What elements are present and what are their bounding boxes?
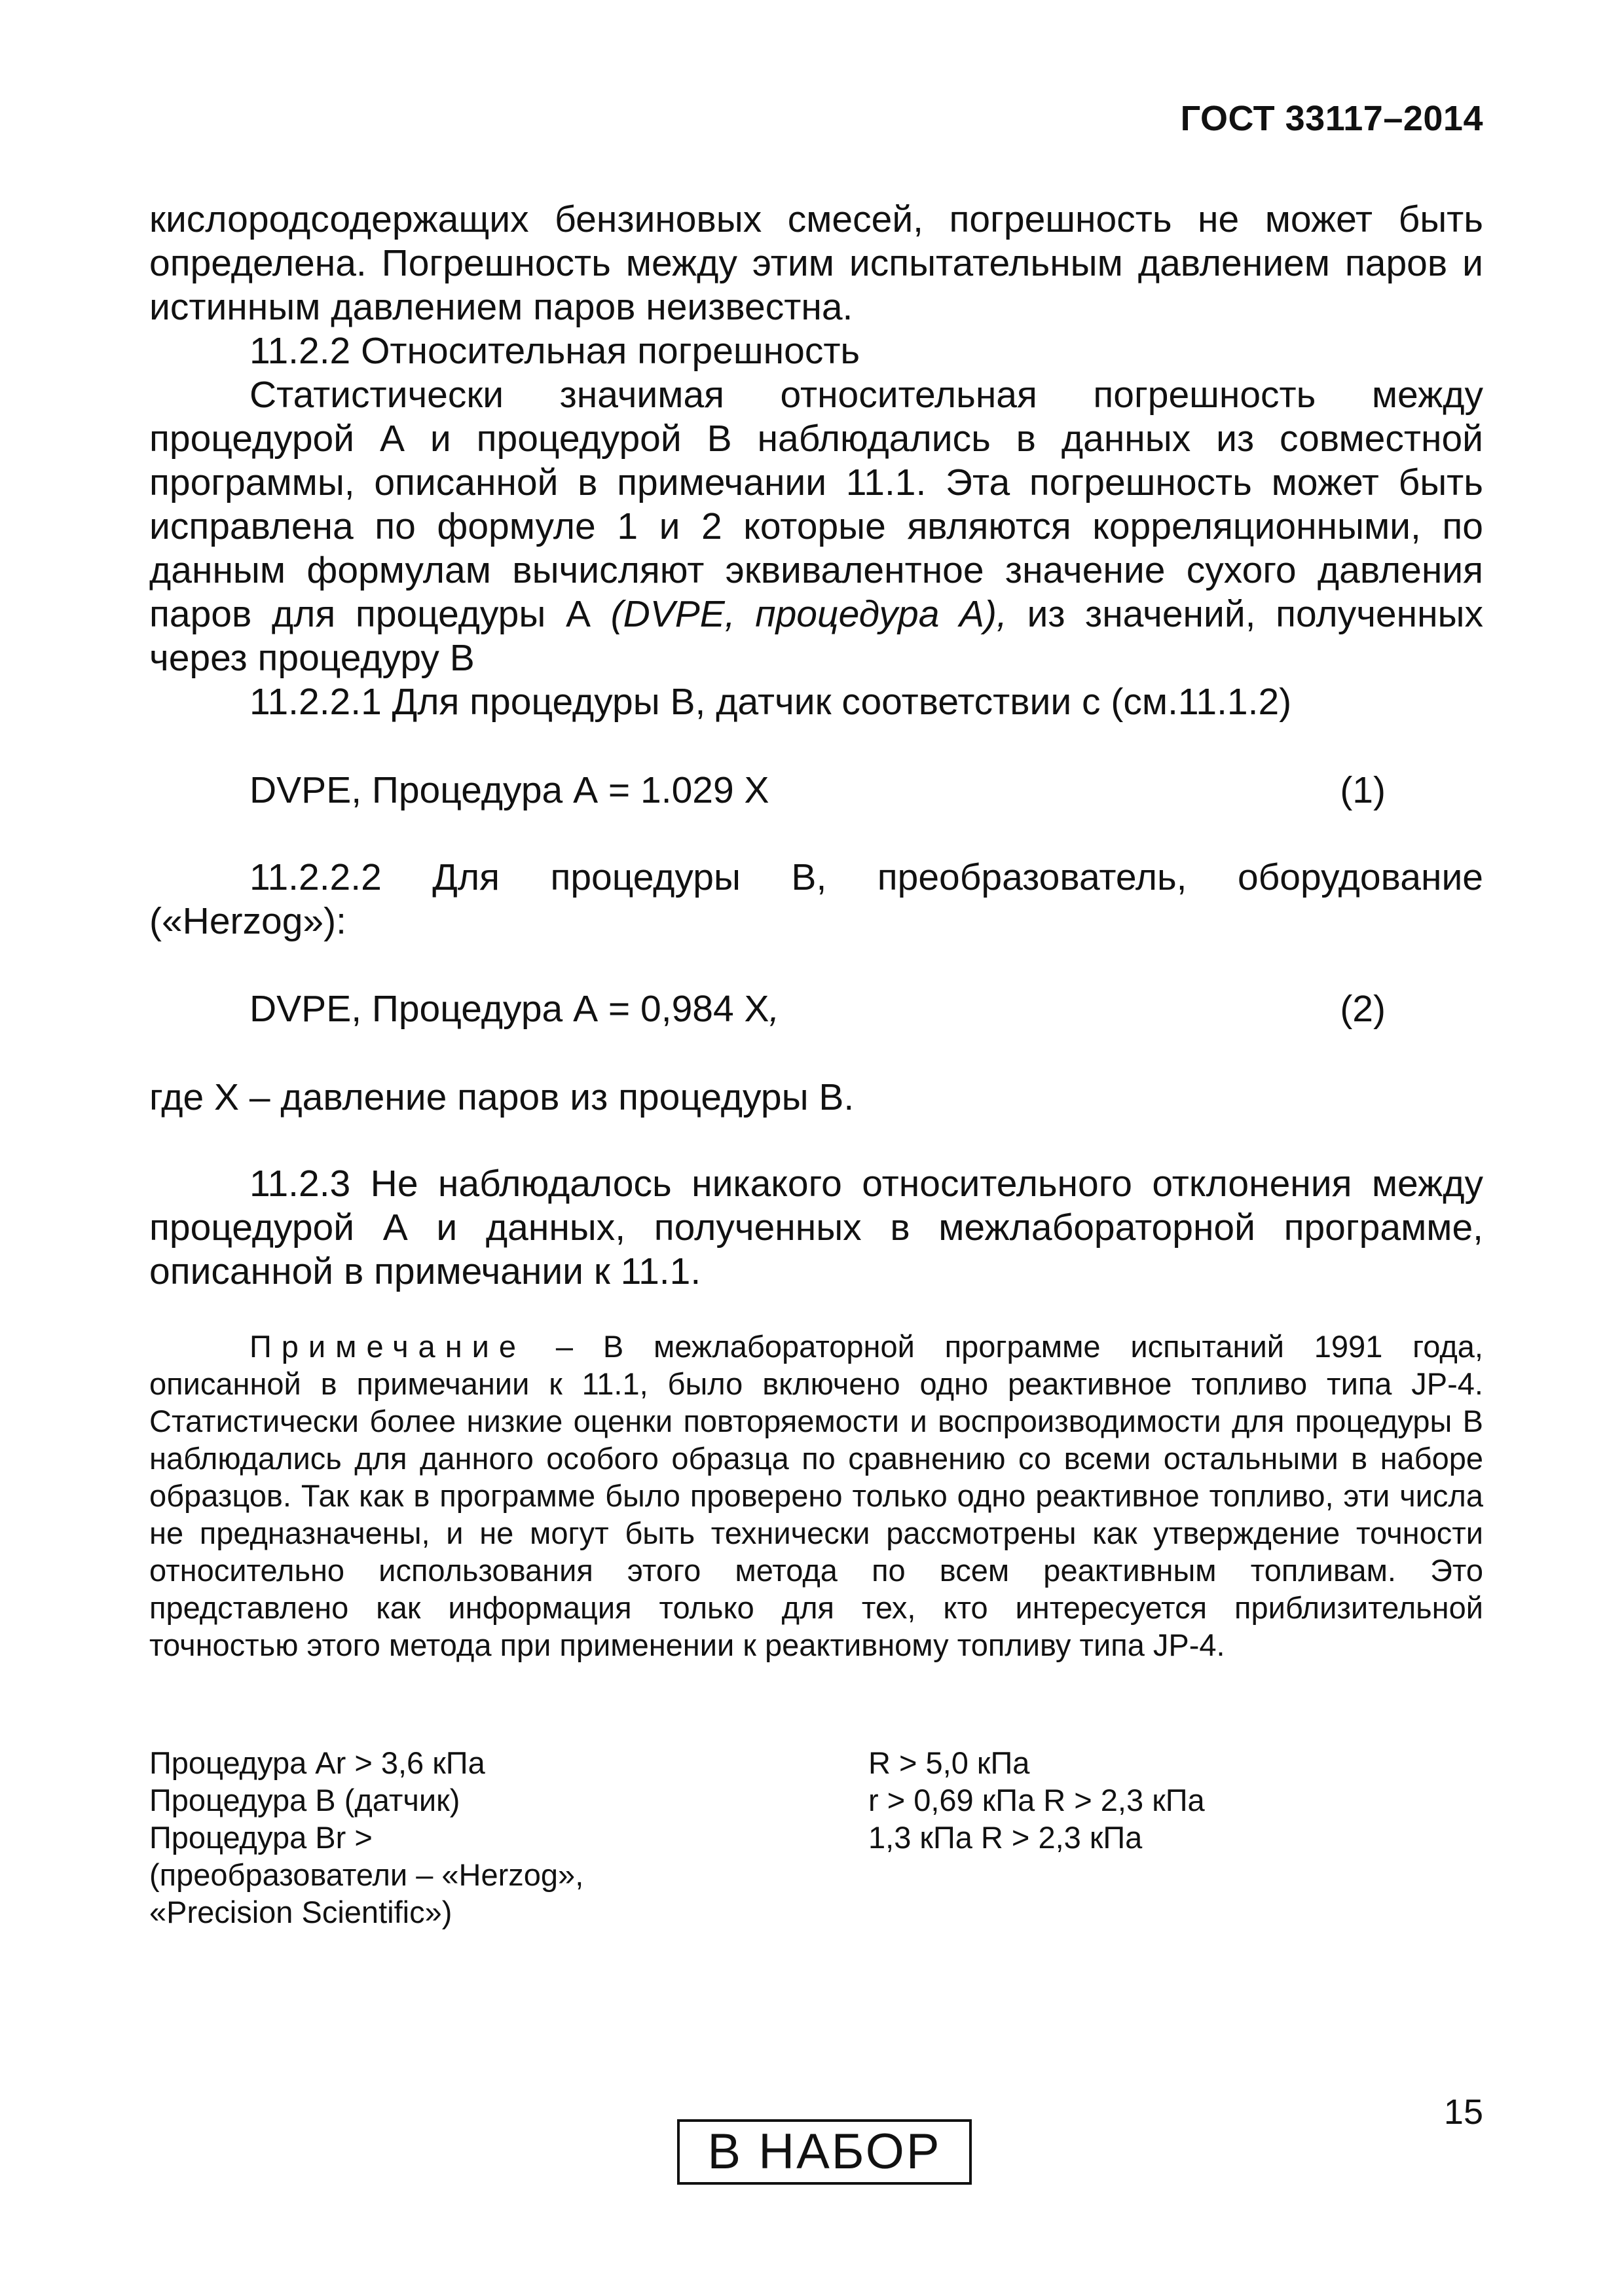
paragraph-relative-error-tail: из значений, полученных через процедуру В	[149, 593, 1484, 679]
section-11-2-3-block	[149, 1162, 1483, 1294]
bounds-row	[149, 1893, 1483, 1931]
formula-2-text: DVPE, Процедура А = 0,984 Х	[249, 988, 769, 1030]
formula-2-comma: ,	[769, 988, 780, 1030]
page-number: 15	[1443, 2092, 1483, 2132]
stamp-label: В НАБОР	[677, 2119, 972, 2185]
document-code-header: ГОСТ 33117–2014	[1180, 99, 1483, 138]
bounds-row-label: «Precision Scientific»)	[149, 1895, 452, 1929]
formula-2-expression	[249, 987, 779, 1031]
formula-1-expression: DVPE, Процедура А = 1.029 Х	[249, 769, 769, 811]
bounds-row-values: 1,3 кПа R > 2,3 кПа	[868, 1820, 1143, 1855]
paragraph-relative-error-main: Статистически значимая относительная погрешность между процедурой А и процедурой В наблюдались в данных из совместной программы, описанной в примечании 11.1. Эта погрешность может быть исправлена по формуле 1 и 2 которые являются корреляционными, по данным формулам вычисляют эквивалентное значение сухого давления паров для процедуры А	[149, 374, 1483, 635]
formula-2-number: (2)	[1340, 988, 1386, 1030]
bounds-row-values: r > 0,69 кПа R > 2,3 кПа	[868, 1783, 1205, 1817]
bounds-row	[149, 1781, 1483, 1819]
bounds-row	[149, 1744, 1483, 1781]
section-11-2-2-2: 11.2.2.2 Для процедуры В, преобразователь, оборудование («Herzog»):	[149, 856, 1483, 942]
bounds-row	[149, 1856, 1483, 1893]
formula-1	[149, 769, 1386, 812]
section-11-2-3: 11.2.3 Не наблюдалось никакого относительного отклонения между процедурой А и данных, полученных в межлабораторной программе, описанной в примечании к 11.1.	[149, 1163, 1483, 1292]
formula-2	[149, 987, 1386, 1031]
formula-1-number: (1)	[1340, 769, 1386, 811]
where-clause-block	[149, 1076, 1483, 1120]
section-11-2-2-1: 11.2.2.1 Для процедуры В, датчик соответствии с (см.11.1.2)	[249, 681, 1292, 723]
bounds-row-label: Процедура Аr > 3,6 кПа	[149, 1745, 485, 1780]
bounds-row-label: Процедура В (датчик)	[149, 1783, 460, 1817]
main-text-block	[149, 198, 1483, 724]
bounds-row-values: R > 5,0 кПа	[868, 1745, 1030, 1780]
section-11-2-2-heading: 11.2.2 Относительная погрешность	[249, 330, 860, 372]
note-paragraph	[149, 1328, 1483, 1664]
where-clause: где Х – давление паров из процедуры В.	[149, 1076, 855, 1118]
paragraph-relative-error-italic: (DVPE, процедура А),	[610, 593, 1007, 635]
paragraph-intro: кислородсодержащих бензиновых смесей, погрешность не может быть определена. Погрешность между этим испытательным давлением паров и истинным давлением паров неизвестна.	[149, 198, 1483, 328]
note-block	[149, 1328, 1483, 1664]
paragraph-relative-error	[149, 373, 1483, 680]
precision-bounds-list	[149, 1744, 1483, 1931]
bounds-row-label: Процедура Вr >	[149, 1820, 373, 1855]
note-text: – В межлабораторной программе испытаний 1991 года, описанной в примечании к 11.1, было включено одно реактивное топливо типа JP-4. Статистически более низкие оценки повторяемости и воспроизводимости для процедуры В наблюдались для данного особого образца по сравнению со всеми остальными в наборе образцов. Так как в программе было проверено только одно реактивное топливо, эти числа не предназначены, и не могут быть технически рассмотрены как утверждение точности относительно использования этого метода по всем реактивным топливам. Это представлено как информация только для тех, кто интересуется приблизительной точностью этого метода при применении к реактивному топливу типа JP-4.	[149, 1329, 1483, 1662]
section-11-2-2-2-block	[149, 856, 1483, 943]
note-label: Примечание	[249, 1329, 526, 1364]
bounds-row	[149, 1819, 1483, 1856]
bounds-row-label: (преобразователи – «Herzog»,	[149, 1857, 584, 1892]
